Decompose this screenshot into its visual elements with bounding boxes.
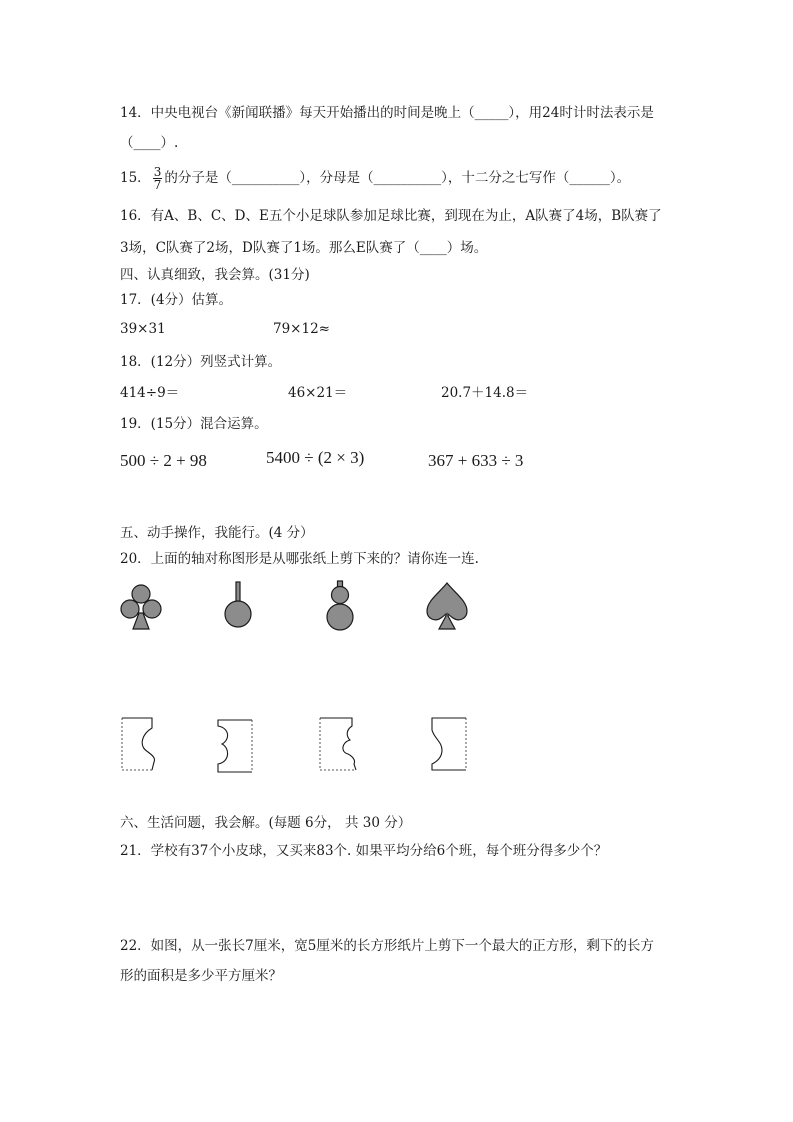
q22-line2: 形的面积是多少平方厘米？	[120, 968, 282, 984]
paper-c	[318, 716, 362, 772]
q17-item-1: 39×31	[120, 321, 166, 337]
q20-title: 20．上面的轴对称图形是从哪张纸上剪下来的？请你连一连.	[120, 551, 479, 567]
section4-title: 四、认真细致，我会算。(31分)	[120, 267, 310, 283]
q17-title: 17．(4分）估算。	[120, 292, 233, 308]
q19-title: 19．(15分）混合运算。	[120, 416, 268, 432]
spade-shape	[425, 581, 469, 633]
paper-a	[120, 716, 160, 772]
q15-fraction-denominator: 7	[153, 178, 162, 192]
q15-line	[120, 166, 630, 191]
q15-fraction-numerator: 3	[153, 165, 162, 179]
q18-title: 18．(12分）列竖式计算。	[120, 354, 282, 370]
q19-item-2: 5400 ÷ (2 × 3)	[266, 448, 365, 467]
q14-line2: （____）.	[120, 135, 179, 151]
q16-line1: 16．有A、B、C、D、E五个小足球队参加足球比赛，到现在为止，A队赛了4场，B队赛了	[120, 208, 662, 224]
q18-item-2: 46×21＝	[288, 385, 348, 401]
ball-on-stick-shape	[221, 581, 255, 631]
q15-prefix: 15．	[120, 170, 151, 186]
paper-d	[426, 716, 472, 772]
gourd-shape	[322, 581, 358, 633]
q16-line2: 3场，C队赛了2场，D队赛了1场。那么E队赛了（____）场。	[120, 240, 488, 256]
q18-item-3: 20.7＋14.8＝	[441, 385, 529, 401]
q15-fraction	[153, 166, 163, 191]
q19-item-1: 500 ÷ 2 + 98	[120, 451, 207, 470]
paper-b	[214, 718, 258, 774]
q22-line1: 22．如图，从一张长7厘米，宽5厘米的长方形纸片上剪下一个最大的正方形，剩下的长方	[120, 938, 654, 954]
q15-suffix: 的分子是（__________），分母是（__________），十二分之七写作（______）。	[164, 170, 631, 186]
section6-title: 六、生活问题，我会解。(每题 6分， 共 30 分）	[120, 815, 412, 831]
q14-line1: 14．中央电视台《新闻联播》每天开始播出的时间是晚上（_____），用24时计时法表示是	[120, 105, 654, 121]
section5-title: 五、动手操作，我能行。(4 分）	[120, 525, 314, 541]
q18-item-1: 414÷9＝	[120, 385, 180, 401]
club-shape	[118, 583, 164, 633]
q21-text: 21．学校有37个小皮球，又买来83个. 如果平均分给6个班，每个班分得多少个？	[120, 843, 608, 859]
q17-item-2: 79×12≈	[273, 321, 330, 337]
q19-item-3: 367 + 633 ÷ 3	[428, 451, 524, 470]
